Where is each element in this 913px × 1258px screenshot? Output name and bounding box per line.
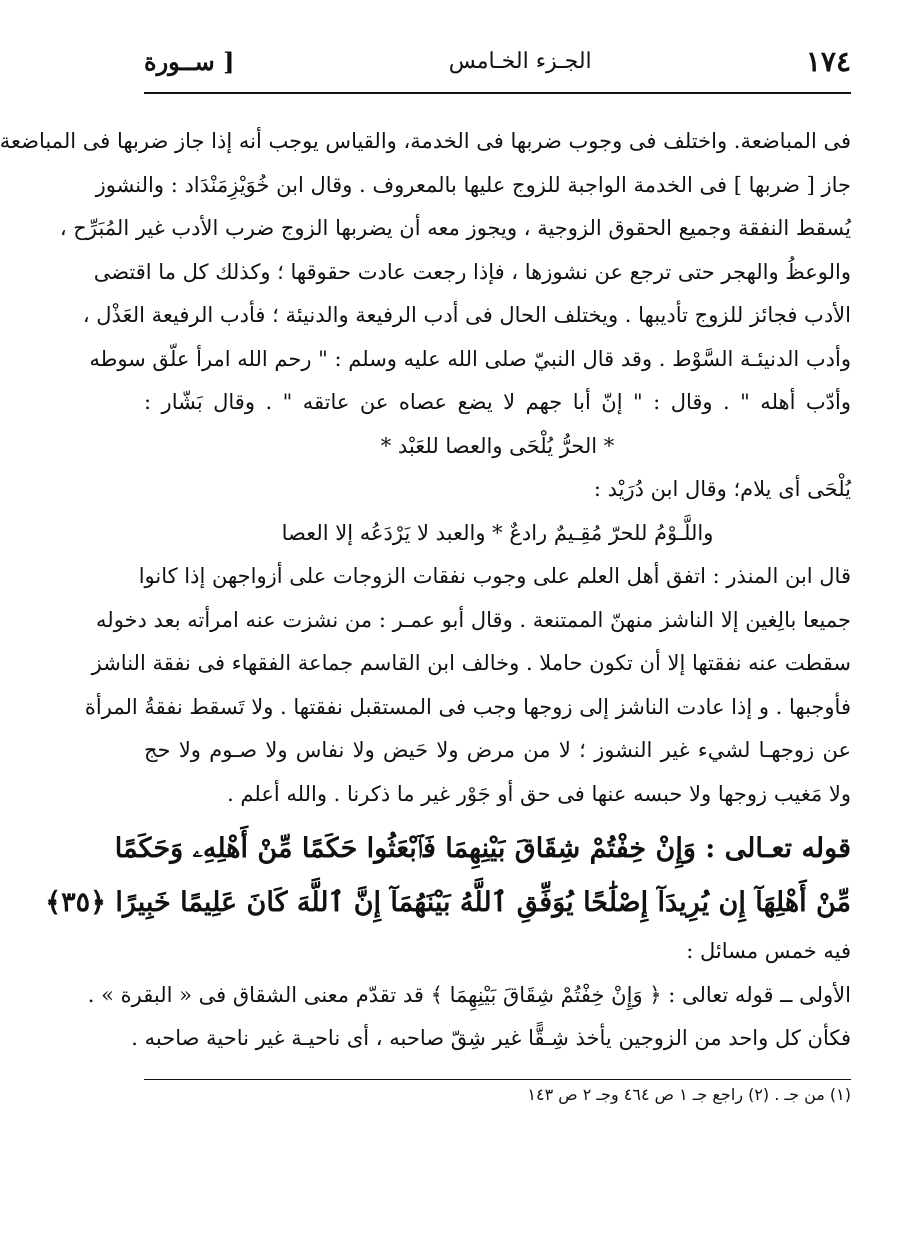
text-line: سقطت عنه نفقتها إلا أن تكون حاملا . وخالف ابن القاسم جماعة الفقهاء فى نفقة الناشز (91, 651, 851, 675)
text-line: قال ابن المنذر : اتفق أهل العلم على وجوب نفقات الزوجات على أزواجهن إذا كانوا (138, 564, 851, 588)
text-line: وأدّب أهله " . وقال : " إنّ أبا جهم لا يضع عصاه عن عاتقه " . وقال بَشّار : (144, 390, 851, 414)
text-line: عن زوجهـا لشيء غير النشوز ؛ لا من مرض ولا حَيض ولا نفاس ولا صـوم ولا حج (144, 738, 851, 762)
text-line: ولا مَغيب زوجها ولا حبسه عنها فى حق أو جَوْر غير ما ذكرنا . والله أعلم . (227, 781, 851, 806)
text-line: الأدب فجائز للزوج تأديبها . ويختلف الحال فى أدب الرفيعة والدنيئة ؛ فأدب الرفيعة العَذْل ، (82, 303, 851, 327)
text-line: يُلْحَى أى يلام؛ وقال ابن دُرَيْد : (593, 477, 851, 501)
text-line: فى المباضعة. واختلف فى وجوب ضربها فى الخدمة، والقياس يوجب أنه إذا جاز ضربها فى المباضعة (0, 129, 851, 153)
text-line: جاز [ ضربها ] فى الخدمة الواجبة للزوج عليها بالمعروف . وقال ابن خُوَيْزِمَنْدَاد : والنشوز (95, 172, 851, 197)
text-line: جميعا بالِغين إلا الناشز منهنّ الممتنعة . وقال أبو عمـر : من نشزت عنه امرأته بعد دخوله (96, 607, 851, 632)
text-line: وأدب الدنيئـة السَّوْط . وقد قال النبيّ صلى الله عليه وسلم : " رحم الله امرأ علّق سوطه (89, 346, 851, 371)
part-title: الجـزء الخـامس (448, 48, 592, 74)
quran-verse-line: مِّنْ أَهْلِهَآ إِن يُرِيدَآ إِصْلَٰحًا يُوَفِّقِ ٱللَّهُ بَيْنَهُمَآ إِنَّ ٱللَّهَ كَانَ عَلِيمًا خَبِيرًا ﴿٣٥﴾ (45, 887, 851, 918)
text-line: يُسقط النفقة وجميع الحقوق الزوجية ، ويجوز معه أن يضربها الزوج ضرب الأدب غير المُبَرِّح ، (59, 216, 851, 240)
text-line: والوعظُ والهجر حتى ترجع عن نشوزها ، فإذا رجعت عادت حقوقها ؛ وكذلك كل ما اقتضى (93, 259, 851, 284)
text-line: الأولى ــ قوله تعالى : ﴿ وَإِنْ خِفْتُمْ شِقَاقَ بَيْنِهِمَا ﴾ قد تقدّم معنى الشقاق فى « البقرة » . (87, 982, 851, 1007)
page-body (0, 120, 851, 1061)
poetry-verse: * الحرُّ يُلْحَى والعصا للعَبْد * (380, 433, 615, 458)
text-line: فأوجبها . و إذا عادت الناشز إلى زوجها وجب فى المستقبل نفقتها . ولا تَسقط نفقةُ المرأة (84, 694, 851, 719)
surah-label: [ ســورة (144, 46, 235, 76)
page-number: ١٧٤ (805, 44, 851, 78)
poetry-verse: واللَّـوْمُ للحرّ مُقِـيمٌ رادعٌ * والعبد لا يَرْدَعُه إلا العصا (281, 520, 714, 545)
footnotes: (١) من جـ . (٢) راجع جـ ١ ص ٤٦٤ وجـ ٢ ص ١٤٣ (527, 1084, 851, 1104)
section-heading: فيه خمس مسائل : (686, 939, 851, 963)
text-line: فكأن كل واحد من الزوجين يأخذ شِـقًّا غير شِقّ صاحبه ، أى ناحيـة غير ناحية صاحبه . (131, 1026, 851, 1050)
quran-verse-line: قوله تعـالى : وَإِنْ خِفْتُمْ شِقَاقَ بَيْنِهِمَا فَٱبْعَثُوا حَكَمًا مِّنْ أَهْلِهِۦ وَحَكَمًا (114, 833, 851, 864)
header-rule (144, 92, 851, 94)
page-header (144, 38, 851, 84)
